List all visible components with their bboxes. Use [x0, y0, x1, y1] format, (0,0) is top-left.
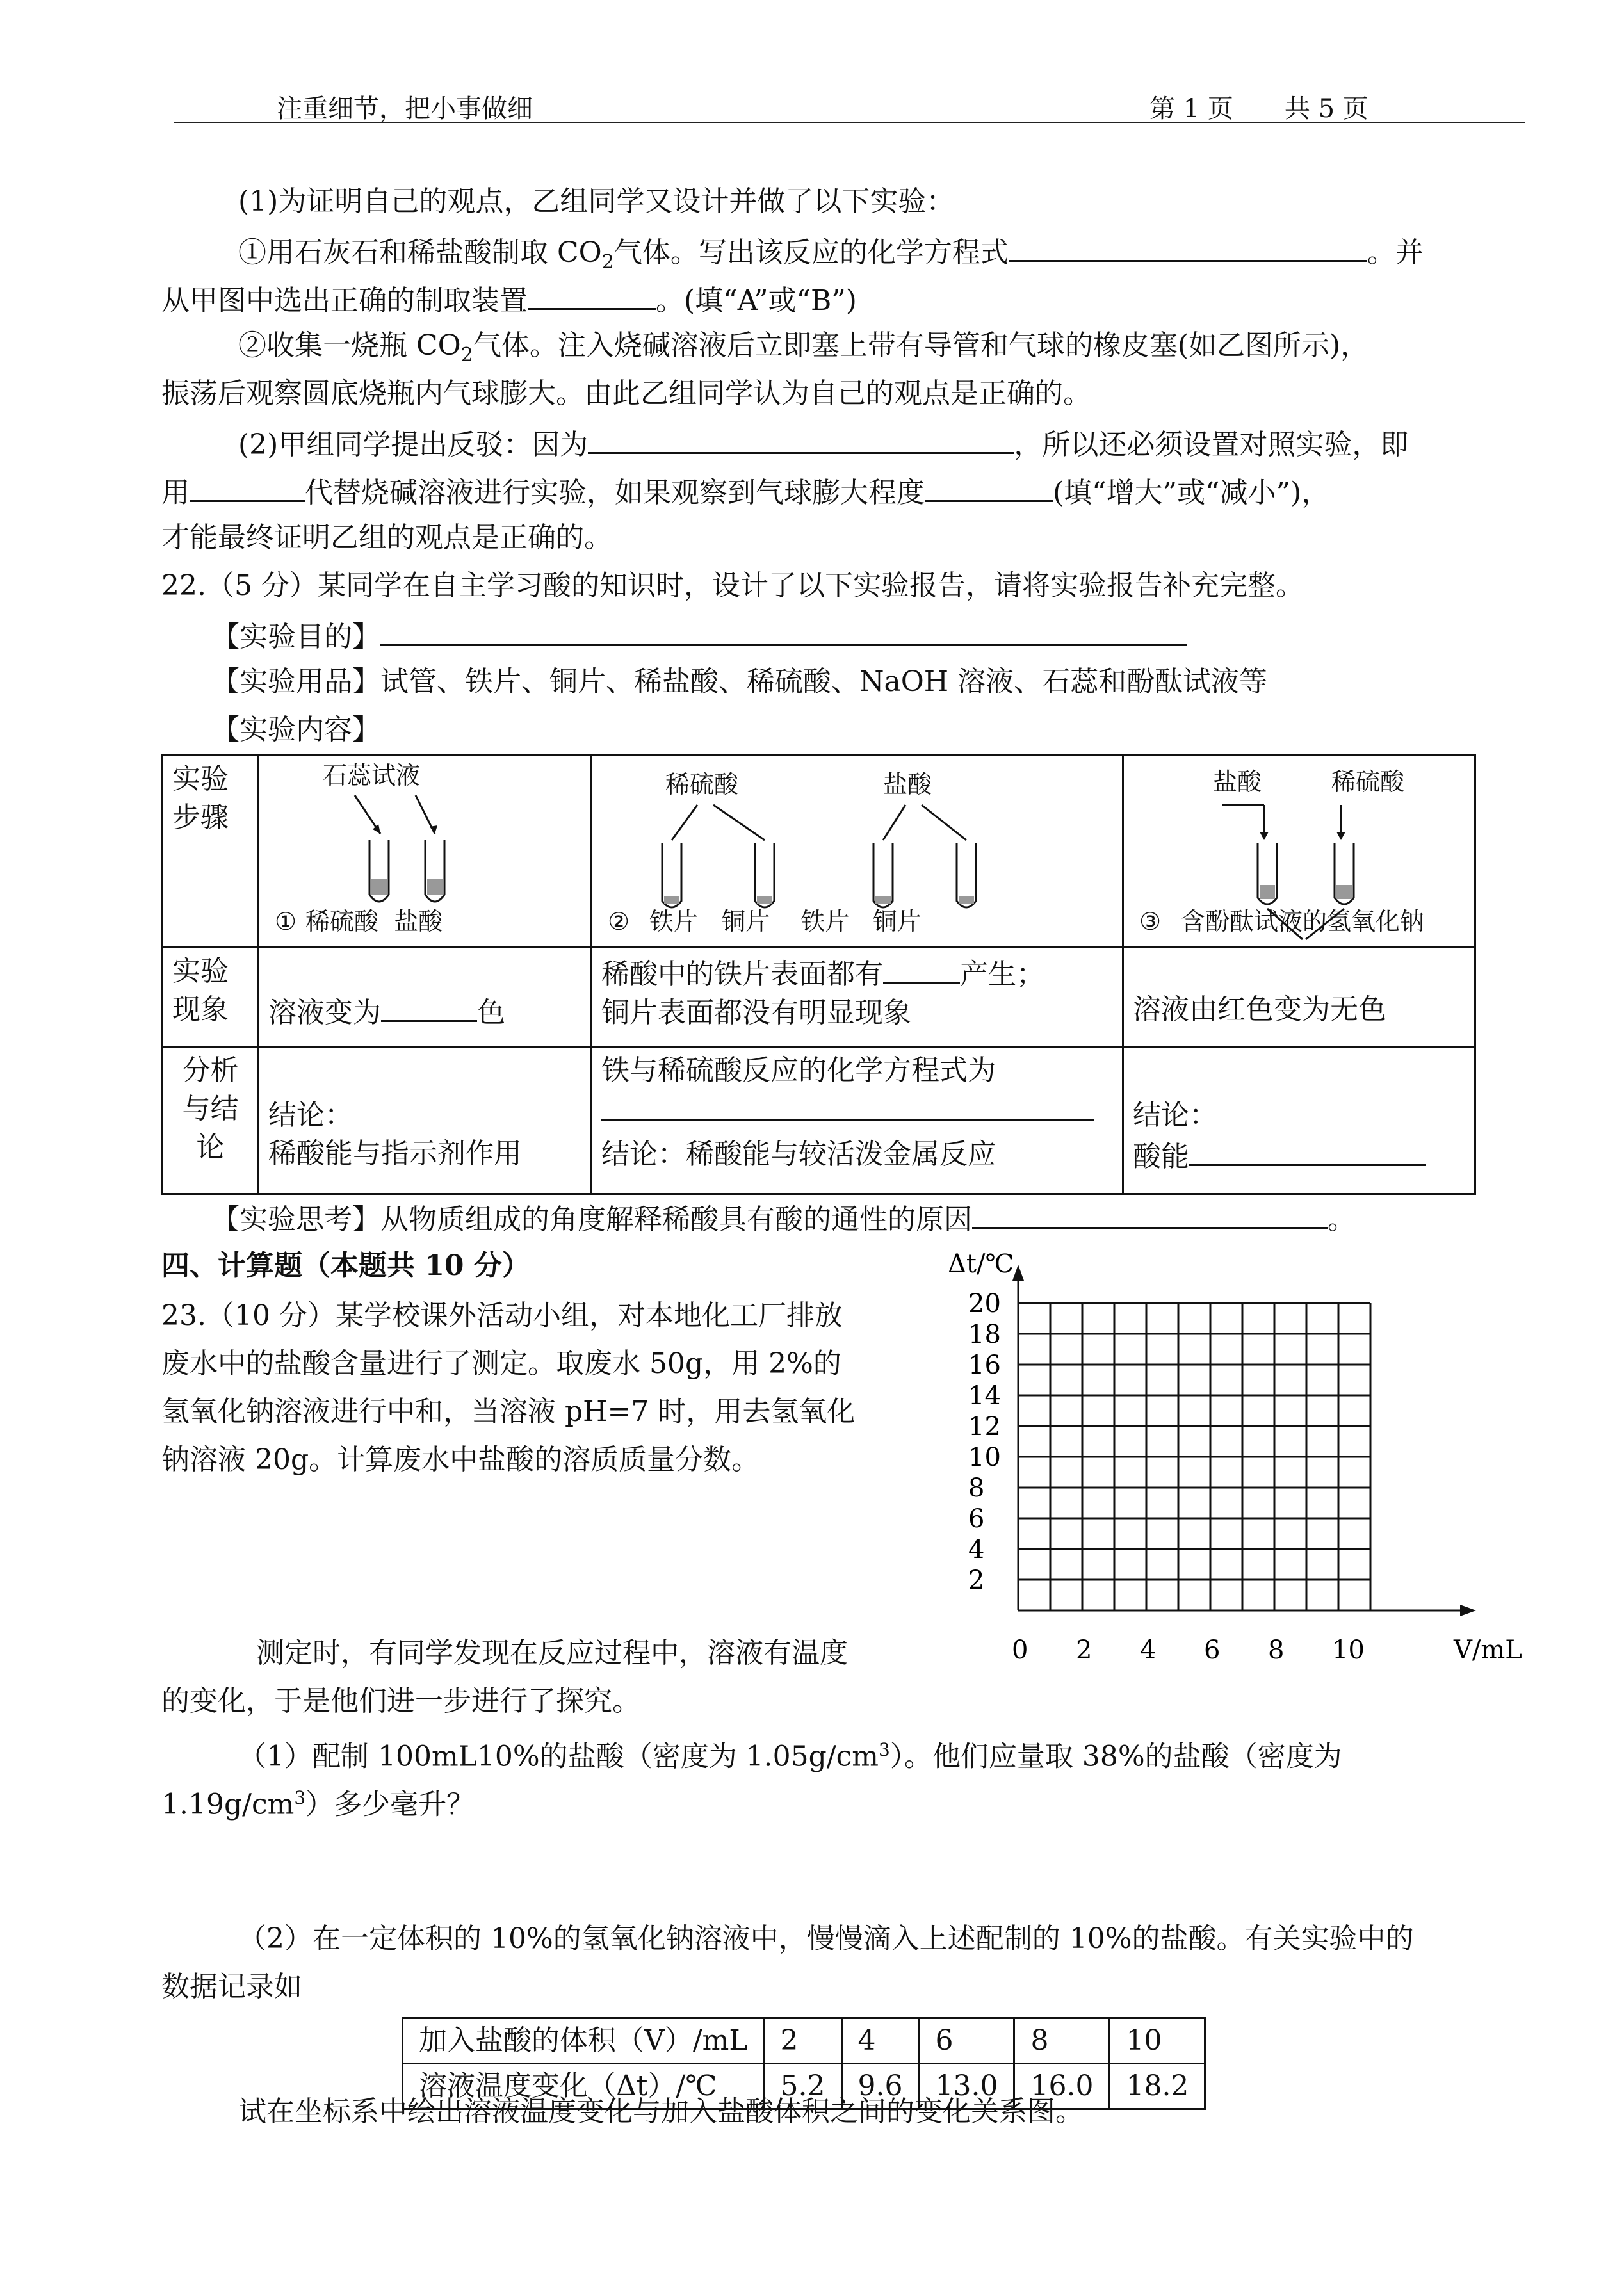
step3-number: ③ — [1139, 907, 1162, 936]
table-row-analysis — [163, 1047, 1475, 1194]
data-cell: 9.6 — [841, 2064, 919, 2109]
q23-line4: 钠溶液 20g。计算废水中盐酸的溶质质量分数。 — [161, 1443, 760, 1476]
q23-line2: 废水中的盐酸含量进行了测定。取废水 50g，用 2%的 — [161, 1347, 841, 1380]
step3-top-label-1: 盐酸 — [1213, 768, 1262, 796]
y-axis-label: Δt/℃ — [948, 1249, 1014, 1279]
thinking-blank[interactable] — [972, 1197, 1328, 1229]
y-tick-label: 20 — [968, 1289, 1001, 1318]
y-axis-arrow — [1012, 1265, 1024, 1281]
q22-purpose: 【实验目的】 — [211, 615, 1187, 656]
degree-blank[interactable] — [925, 471, 1053, 502]
y-tick-label: 8 — [968, 1473, 985, 1503]
x-tick-label: 4 — [1140, 1635, 1157, 1665]
device-blank[interactable] — [528, 279, 656, 310]
q23-part2-line2: 数据记录如 — [161, 1970, 302, 2003]
gas-blank[interactable] — [883, 952, 960, 984]
q21-part1-intro: (1)为证明自己的观点，乙组同学又设计并做了以下实验： — [238, 185, 955, 218]
x-tick-label: 8 — [1268, 1635, 1285, 1665]
y-tick-label: 10 — [968, 1443, 1001, 1472]
x-tick-label: 6 — [1204, 1635, 1221, 1665]
row-label-steps: 实验步骤 — [163, 756, 259, 948]
step2-number: ② — [608, 907, 630, 936]
y-tick-label: 18 — [968, 1320, 1001, 1349]
step1-top-label: 石蕊试液 — [323, 761, 421, 790]
data-cell: 10 — [1110, 2018, 1205, 2064]
data-cell: 8 — [1014, 2018, 1110, 2064]
q23-part1-line: （1）配制 100mL10%的盐酸（密度为 $1.05g/cm^3$）。他们应量取 38%的盐酸（密度为 — [238, 1739, 1342, 1773]
q23-line5: 测定时，有同学发现在反应过程中，溶液有温度 — [256, 1637, 848, 1669]
reason-blank[interactable] — [588, 423, 1014, 454]
header-page-info: 第 1 页 共 5 页 — [1149, 94, 1368, 124]
step2-cell — [592, 756, 1123, 948]
q22-materials: 【实验用品】试管、铁片、铜片、稀盐酸、稀硫酸、NaOH 溶液、石蕊和酚酞试液等 — [211, 665, 1268, 698]
substitute-blank[interactable] — [190, 471, 305, 502]
data-cell: 2 — [764, 2018, 841, 2064]
step1-number: ① — [275, 907, 297, 936]
data-cell: 5.2 — [764, 2064, 841, 2109]
step1-tube-labels: 稀硫酸 盐酸 — [305, 907, 443, 936]
q22-thinking: 【实验思考】从物质组成的角度解释稀酸具有酸的通性的原因 。 — [211, 1197, 1356, 1239]
q23-line6: 的变化，于是他们进一步进行了探究。 — [161, 1685, 640, 1717]
q21-part2-line: (2)甲组同学提出反驳：因为 ，所以还必须设置对照实验，即 — [238, 423, 1408, 464]
x-tick-label: 10 — [1332, 1635, 1365, 1665]
q22-title: 22.（5 分）某同学在自主学习酸的知识时，设计了以下实验报告，请将实验报告补充完整。 — [161, 569, 1304, 602]
table-row-steps — [163, 756, 1475, 948]
section4-title: 四、计算题（本题共 10 分） — [161, 1249, 530, 1282]
q21-control-line: 用 代替烧碱溶液进行实验，如果观察到气球膨大程度 (填“增大”或“减小”)， — [161, 471, 1329, 512]
q23-part1-line2: $1.19g/cm^3$）多少毫升？ — [161, 1787, 475, 1821]
data-cell: 18.2 — [1110, 2064, 1205, 2109]
x-axis-label: V/mL — [1454, 1635, 1522, 1665]
ana3-cell: 结论： 酸能 — [1123, 1047, 1475, 1194]
data-cell: 16.0 — [1014, 2064, 1110, 2109]
x-tick-label: 0 — [1012, 1635, 1028, 1665]
q23-part2-line: （2）在一定体积的 10%的氢氧化钠溶液中，慢慢滴入上述配制的 10%的盐酸。有关实验中的 — [238, 1922, 1414, 1955]
data-header-volume: 加入盐酸的体积（V）/mL — [403, 2018, 765, 2064]
x-tick-label: 2 — [1076, 1635, 1092, 1665]
experiment-table — [161, 754, 1476, 1195]
acid-ability-blank[interactable] — [1189, 1135, 1426, 1166]
q23-line3: 氢氧化钠溶液进行中和，当溶液 pH=7 时，用去氢氧化 — [161, 1395, 856, 1428]
color-blank[interactable] — [381, 991, 477, 1022]
equation-blank[interactable] — [1009, 231, 1367, 262]
q21-observation-line: 振荡后观察圆底烧瓶内气球膨大。由此乙组同学认为自己的观点是正确的。 — [161, 377, 1091, 410]
q23-line1: 23.（10 分）某学校课外活动小组，对本地化工厂排放 — [161, 1299, 843, 1332]
q21-step2-line: ②收集一烧瓶 $CO_2$气体。注入烧碱溶液后立即塞上带有导管和气球的橡皮塞(如乙图所示)， — [238, 329, 1369, 366]
step2-tube-labels: 铁片 铜片 铁片 铜片 — [649, 907, 922, 936]
iron-equation-blank[interactable] — [601, 1090, 1094, 1121]
data-cell: 13.0 — [919, 2064, 1014, 2109]
q21-device-line: 从甲图中选出正确的制取装置 。(填“A”或“B”) — [161, 279, 857, 320]
purpose-blank[interactable] — [380, 615, 1187, 646]
data-header-temperature: 溶液温度变化（Δt）/℃ — [403, 2064, 765, 2109]
phen2-cell: 稀酸中的铁片表面都有 产生； 铜片表面都没有明显现象 — [592, 948, 1123, 1047]
q23-final-instruction: 试在坐标系中绘出溶液温度变化与加入盐酸体积之间的变化关系图。 — [238, 2095, 1084, 2128]
y-tick-label: 16 — [968, 1350, 1001, 1380]
q21-step1-line: ①用石灰石和稀盐酸制取 $CO_2$气体。写出该反应的化学方程式 。并 — [238, 231, 1424, 282]
data-cell: 4 — [841, 2018, 919, 2064]
step3-cell — [1123, 756, 1475, 948]
step2-top-label-1: 稀硫酸 — [665, 770, 739, 799]
step3-tube-label: 含酚酞试液的氢氧化钠 — [1181, 907, 1425, 936]
ana2-cell: 铁与稀硫酸反应的化学方程式为 结论：稀酸能与较活泼金属反应 — [592, 1047, 1123, 1194]
x-axis-arrow — [1460, 1605, 1476, 1616]
y-tick-label: 6 — [968, 1504, 985, 1534]
coordinate-grid-chart[interactable] — [948, 1249, 1563, 1697]
header-motto: 注重细节，把小事做细 — [277, 94, 533, 124]
ana1-cell: 结论： 稀酸能与指示剂作用 — [259, 1047, 592, 1194]
step2-top-label-2: 盐酸 — [883, 770, 932, 799]
data-cell: 6 — [919, 2018, 1014, 2064]
y-tick-label: 4 — [968, 1535, 985, 1564]
q22-content-label: 【实验内容】 — [211, 713, 380, 746]
y-tick-label: 14 — [968, 1381, 1001, 1411]
step3-top-label-2: 稀硫酸 — [1331, 768, 1405, 796]
y-tick-label: 12 — [968, 1412, 1001, 1441]
phen1-cell: 溶液变为 色 — [259, 948, 592, 1047]
phen3-cell: 溶液由红色变为无色 — [1123, 948, 1475, 1047]
q21-conclusion-line: 才能最终证明乙组的观点是正确的。 — [161, 521, 612, 554]
header-rule — [174, 122, 1525, 123]
table-row-phenomena — [163, 948, 1475, 1047]
row-label-analysis: 分析与结论 — [163, 1047, 259, 1194]
table-row — [403, 2018, 1205, 2064]
y-tick-label: 2 — [968, 1566, 985, 1595]
step1-cell — [259, 756, 592, 948]
row-label-phenomena: 实验现象 — [163, 948, 259, 1047]
